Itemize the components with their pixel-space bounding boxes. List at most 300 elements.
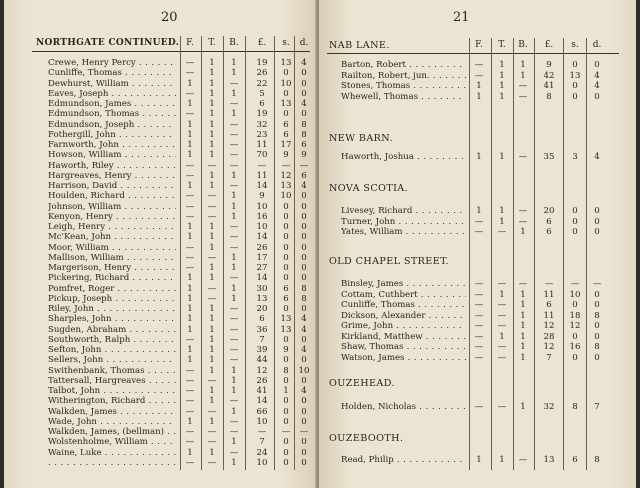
value-f: — bbox=[185, 386, 195, 396]
value-b: 1 bbox=[520, 300, 526, 310]
resident-name: Cunliffe, Thomas . . . bbox=[341, 300, 466, 311]
value-s: 0 bbox=[283, 396, 289, 407]
column-header: T. bbox=[498, 40, 506, 50]
value-s: — bbox=[281, 427, 291, 437]
value-t: — bbox=[207, 283, 217, 294]
value-d: 0 bbox=[301, 447, 307, 458]
value-l: 5 bbox=[259, 88, 265, 99]
value-s: 0 bbox=[283, 68, 289, 79]
value-t: 1 bbox=[209, 119, 215, 130]
value-s: 18 bbox=[569, 310, 581, 321]
value-f: — bbox=[474, 216, 484, 227]
value-l: 7 bbox=[259, 437, 265, 448]
table-row bbox=[341, 455, 619, 466]
value-d: 0 bbox=[594, 300, 600, 310]
value-t: — bbox=[207, 252, 217, 263]
value-s: 0 bbox=[283, 437, 289, 448]
value-s: 0 bbox=[283, 457, 289, 468]
resident-name: Sefton, John . . . bbox=[48, 345, 176, 356]
resident-name: Cottam, Cuthbert . . . bbox=[341, 290, 466, 301]
right-page bbox=[319, 0, 636, 488]
value-d: 8 bbox=[594, 310, 600, 321]
value-l: 11 bbox=[543, 289, 555, 300]
table-row bbox=[341, 321, 619, 332]
value-f: — bbox=[185, 457, 195, 468]
table-row bbox=[341, 311, 619, 322]
value-b: 1 bbox=[520, 342, 526, 352]
value-s: 13 bbox=[280, 99, 292, 109]
resident-name: Eaves, Joseph . . . bbox=[48, 89, 176, 100]
resident-name: Haworth, Joshua . . . bbox=[341, 152, 466, 163]
value-b: 1 bbox=[520, 352, 526, 363]
resident-name: Shaw, Thomas . . . bbox=[341, 342, 466, 353]
resident-name: Edmundson, Joseph . . . bbox=[48, 120, 176, 131]
table-row bbox=[341, 290, 619, 301]
resident-name: Swithenbank, Thomas . . . bbox=[48, 366, 176, 377]
value-t: 1 bbox=[499, 60, 505, 70]
value-f: 1 bbox=[187, 150, 193, 161]
value-d: 0 bbox=[594, 91, 600, 102]
value-f: 1 bbox=[187, 273, 193, 284]
value-d: 0 bbox=[301, 375, 307, 386]
value-t: 1 bbox=[209, 181, 215, 191]
value-t: — bbox=[497, 342, 507, 352]
value-b: — bbox=[518, 455, 528, 465]
resident-name: Witherington, Richard . . . bbox=[48, 396, 176, 407]
header-rule bbox=[327, 53, 619, 54]
table-row bbox=[341, 227, 619, 238]
value-d: 0 bbox=[594, 216, 600, 227]
value-t: 1 bbox=[209, 242, 215, 253]
value-s: 0 bbox=[572, 81, 578, 91]
value-s: 0 bbox=[283, 252, 289, 263]
value-s: 10 bbox=[280, 78, 292, 89]
value-s: 0 bbox=[283, 406, 289, 417]
value-d: 4 bbox=[301, 181, 307, 191]
value-t: 1 bbox=[209, 314, 215, 325]
resident-name: Sugden, Abraham . . . bbox=[48, 325, 176, 336]
value-s: 0 bbox=[283, 263, 289, 273]
value-d: 4 bbox=[301, 345, 307, 355]
value-t: — bbox=[207, 375, 217, 386]
value-s: 0 bbox=[283, 375, 289, 386]
value-t: — bbox=[207, 211, 217, 222]
value-l: 14 bbox=[256, 232, 268, 243]
value-d: 0 bbox=[594, 352, 600, 363]
value-t: 1 bbox=[209, 170, 215, 181]
value-b: 1 bbox=[231, 386, 237, 396]
section-title: NEW BARN. bbox=[329, 133, 393, 144]
value-s: 0 bbox=[572, 91, 578, 102]
value-l: 19 bbox=[256, 58, 268, 68]
resident-name: Cunliffe, Thomas . . . bbox=[48, 68, 176, 79]
value-f: — bbox=[185, 365, 195, 376]
value-d: 0 bbox=[594, 206, 600, 216]
value-l: 9 bbox=[546, 60, 552, 70]
value-s: 0 bbox=[572, 60, 578, 70]
resident-name: Mc'Kean, John . . . bbox=[48, 232, 176, 243]
resident-name: Walkden, James . . . bbox=[48, 407, 176, 418]
value-t: — bbox=[207, 191, 217, 202]
value-l: — bbox=[544, 279, 554, 289]
resident-name: Sellers, John . . . bbox=[48, 355, 176, 366]
value-l: 26 bbox=[256, 242, 268, 253]
value-b: — bbox=[518, 279, 528, 289]
value-d: 9 bbox=[301, 150, 307, 161]
value-b: — bbox=[229, 160, 239, 171]
value-s: 9 bbox=[283, 150, 289, 161]
resident-name: Binsley, James . . . bbox=[341, 279, 466, 290]
value-s: 6 bbox=[283, 293, 289, 304]
value-s: 3 bbox=[572, 152, 578, 162]
value-l: 36 bbox=[256, 324, 268, 335]
value-t: 1 bbox=[209, 355, 215, 366]
value-t: 1 bbox=[209, 396, 215, 407]
value-b: 1 bbox=[231, 109, 237, 120]
table-row bbox=[341, 342, 619, 353]
value-t: 1 bbox=[499, 91, 505, 102]
value-l: 27 bbox=[256, 263, 268, 273]
value-s: 0 bbox=[572, 331, 578, 342]
value-t: 1 bbox=[499, 331, 505, 342]
value-b: — bbox=[229, 222, 239, 232]
resident-name: Watson, James . . . bbox=[341, 353, 466, 364]
value-b: 1 bbox=[231, 293, 237, 304]
value-f: 1 bbox=[187, 99, 193, 109]
value-l: 7 bbox=[259, 334, 265, 345]
resident-name: Pomfret, Roger . . . bbox=[48, 284, 176, 295]
value-t: — bbox=[497, 279, 507, 289]
resident-name: Yates, William . . . bbox=[341, 227, 466, 238]
value-l: 32 bbox=[543, 402, 555, 412]
value-d: 0 bbox=[301, 355, 307, 366]
value-s: 10 bbox=[569, 289, 581, 300]
value-l: — bbox=[257, 160, 267, 171]
value-t: 1 bbox=[209, 78, 215, 89]
value-l: 12 bbox=[256, 365, 268, 376]
value-s: 13 bbox=[280, 58, 292, 68]
value-b: 1 bbox=[520, 331, 526, 342]
table-row bbox=[48, 458, 310, 469]
value-s: 6 bbox=[283, 129, 289, 140]
value-d: 4 bbox=[594, 152, 600, 162]
value-d: 0 bbox=[594, 331, 600, 342]
value-s: 0 bbox=[283, 273, 289, 284]
resident-name: Pickup, Joseph . . . bbox=[48, 294, 176, 305]
value-l: 14 bbox=[256, 396, 268, 407]
resident-name: Johnson, William . . . bbox=[48, 202, 176, 213]
value-s: 16 bbox=[569, 342, 581, 352]
value-f: — bbox=[185, 396, 195, 407]
value-d: 0 bbox=[301, 457, 307, 468]
value-f: — bbox=[185, 334, 195, 345]
value-l: 24 bbox=[256, 447, 268, 458]
value-f: — bbox=[185, 437, 195, 448]
value-f: 1 bbox=[187, 283, 193, 294]
resident-name: Dickson, Alexander . . . bbox=[341, 311, 466, 322]
value-d: 0 bbox=[301, 201, 307, 212]
value-t: 1 bbox=[209, 109, 215, 120]
resident-name: Tattersall, Hargreaves . . . bbox=[48, 376, 176, 387]
value-f: — bbox=[185, 58, 195, 68]
resident-name: Farnworth, John . . . bbox=[48, 140, 176, 151]
value-f: — bbox=[474, 352, 484, 363]
value-d: 4 bbox=[301, 324, 307, 335]
value-s: 0 bbox=[283, 211, 289, 222]
value-s: 17 bbox=[280, 140, 292, 150]
value-l: 20 bbox=[256, 304, 268, 314]
value-s: 0 bbox=[572, 352, 578, 363]
value-d: — bbox=[299, 427, 309, 437]
value-f: — bbox=[185, 201, 195, 212]
value-t: 1 bbox=[209, 150, 215, 161]
value-d: 4 bbox=[301, 58, 307, 68]
value-l: 30 bbox=[256, 283, 268, 294]
value-t: — bbox=[207, 293, 217, 304]
value-b: — bbox=[229, 242, 239, 253]
resident-name: Harrison, David . . . bbox=[48, 181, 176, 192]
value-b: 1 bbox=[231, 58, 237, 68]
resident-name: Wade, John . . . bbox=[48, 417, 176, 428]
value-l: 44 bbox=[256, 355, 268, 366]
resident-name: Waine, Luke . . . bbox=[48, 448, 176, 459]
value-t: 1 bbox=[499, 289, 505, 300]
value-b: — bbox=[229, 78, 239, 89]
resident-name: Read, Philip . . . bbox=[341, 455, 466, 466]
value-d: 4 bbox=[301, 386, 307, 396]
value-f: 1 bbox=[187, 140, 193, 150]
value-b: 1 bbox=[231, 457, 237, 468]
value-t: — bbox=[207, 457, 217, 468]
value-t: 1 bbox=[209, 345, 215, 355]
value-b: — bbox=[229, 129, 239, 140]
value-b: 1 bbox=[231, 263, 237, 273]
table-row bbox=[341, 60, 619, 71]
value-t: 1 bbox=[499, 206, 505, 216]
value-d: 0 bbox=[301, 242, 307, 253]
value-t: — bbox=[207, 406, 217, 417]
value-t: 1 bbox=[209, 416, 215, 427]
resident-name: Railton, Robert, jun. . . . bbox=[341, 71, 466, 82]
value-l: 41 bbox=[256, 386, 268, 396]
value-l: 23 bbox=[256, 129, 268, 140]
resident-name: Holden, Nicholas . . . bbox=[341, 402, 466, 413]
value-l: 41 bbox=[543, 81, 555, 91]
value-f: 1 bbox=[187, 222, 193, 232]
table-row bbox=[341, 71, 619, 82]
value-l: 10 bbox=[256, 222, 268, 232]
value-s: 0 bbox=[283, 242, 289, 253]
value-l: 6 bbox=[546, 216, 552, 227]
value-t: 1 bbox=[209, 324, 215, 335]
value-l: 39 bbox=[256, 345, 268, 355]
value-d: 0 bbox=[594, 60, 600, 70]
value-t: 1 bbox=[499, 152, 505, 162]
table-row bbox=[341, 81, 619, 92]
value-b: — bbox=[229, 314, 239, 325]
value-b: 1 bbox=[520, 60, 526, 70]
value-d: 0 bbox=[301, 334, 307, 345]
value-f: 1 bbox=[187, 129, 193, 140]
value-d: 8 bbox=[301, 283, 307, 294]
value-d: 0 bbox=[301, 263, 307, 273]
value-t: 1 bbox=[209, 447, 215, 458]
value-f: 1 bbox=[187, 447, 193, 458]
value-d: 4 bbox=[301, 99, 307, 109]
value-b: — bbox=[518, 81, 528, 91]
value-d: 8 bbox=[594, 342, 600, 352]
value-s: 12 bbox=[280, 170, 292, 181]
value-l: 28 bbox=[543, 331, 555, 342]
value-t: — bbox=[497, 321, 507, 331]
resident-name: Sharples, John . . . bbox=[48, 314, 176, 325]
value-s: 0 bbox=[572, 206, 578, 216]
value-t: — bbox=[207, 437, 217, 448]
resident-name: Fothergill, John . . . bbox=[48, 130, 176, 141]
column-header: £. bbox=[544, 40, 554, 50]
section-title: OLD CHAPEL STREET. bbox=[329, 256, 449, 267]
value-s: 0 bbox=[283, 201, 289, 212]
value-t: 1 bbox=[209, 386, 215, 396]
resident-name bbox=[48, 458, 176, 469]
value-t: 1 bbox=[209, 140, 215, 150]
value-d: 0 bbox=[301, 191, 307, 202]
value-b: 1 bbox=[231, 201, 237, 212]
value-t: 1 bbox=[209, 68, 215, 79]
value-s: 0 bbox=[283, 416, 289, 427]
value-b: 1 bbox=[231, 437, 237, 448]
resident-name: Houlden, Richard . . . bbox=[48, 191, 176, 202]
resident-name: Mallison, William . . . bbox=[48, 253, 176, 264]
value-s: 0 bbox=[283, 447, 289, 458]
value-l: 10 bbox=[256, 201, 268, 212]
value-t: 1 bbox=[209, 222, 215, 232]
value-l: 19 bbox=[256, 109, 268, 120]
value-l: 14 bbox=[256, 181, 268, 191]
column-header: s. bbox=[282, 38, 290, 48]
value-b: 1 bbox=[231, 365, 237, 376]
header-rule bbox=[32, 51, 310, 52]
value-b: — bbox=[229, 427, 239, 437]
value-l: 9 bbox=[259, 191, 265, 202]
resident-name: Turner, John . . . bbox=[341, 217, 466, 228]
value-f: 1 bbox=[476, 81, 482, 91]
value-s: 6 bbox=[283, 283, 289, 294]
value-s: 13 bbox=[280, 324, 292, 335]
resident-name: Leigh, Henry . . . bbox=[48, 222, 176, 233]
value-l: 8 bbox=[546, 91, 552, 102]
value-f: 1 bbox=[187, 293, 193, 304]
value-s: 9 bbox=[283, 345, 289, 355]
page-number: 21 bbox=[453, 10, 470, 25]
value-f: 1 bbox=[476, 152, 482, 162]
table-row bbox=[341, 332, 619, 343]
value-l: 11 bbox=[256, 140, 268, 150]
value-t: 1 bbox=[209, 58, 215, 68]
value-b: — bbox=[229, 416, 239, 427]
value-s: 0 bbox=[283, 88, 289, 99]
value-f: 1 bbox=[476, 206, 482, 216]
value-t: 1 bbox=[209, 232, 215, 243]
value-d: 0 bbox=[301, 211, 307, 222]
resident-name: Talbot, John . . . bbox=[48, 386, 176, 397]
value-f: — bbox=[185, 191, 195, 202]
value-d: 7 bbox=[594, 402, 600, 412]
value-s: 0 bbox=[283, 334, 289, 345]
value-s: 10 bbox=[280, 191, 292, 202]
value-f: — bbox=[474, 402, 484, 412]
value-s: 12 bbox=[569, 321, 581, 331]
resident-name: Stones, Thomas . . . bbox=[341, 81, 466, 92]
column-header: F. bbox=[475, 40, 483, 50]
value-f: — bbox=[474, 310, 484, 321]
value-f: — bbox=[474, 300, 484, 310]
value-t: — bbox=[207, 427, 217, 437]
value-l: 22 bbox=[256, 78, 268, 89]
value-d: 0 bbox=[301, 109, 307, 120]
value-f: — bbox=[185, 242, 195, 253]
value-b: — bbox=[229, 150, 239, 161]
value-d: 0 bbox=[301, 232, 307, 243]
value-t: — bbox=[497, 310, 507, 321]
value-t: 1 bbox=[209, 273, 215, 284]
value-t: — bbox=[207, 201, 217, 212]
value-f: 1 bbox=[476, 455, 482, 465]
value-f: — bbox=[185, 211, 195, 222]
value-s: 1 bbox=[283, 386, 289, 396]
value-b: 1 bbox=[520, 402, 526, 412]
value-b: — bbox=[229, 304, 239, 314]
resident-name: Edmundson, Thomas . . . bbox=[48, 109, 176, 120]
value-s: 6 bbox=[572, 455, 578, 465]
value-l: 13 bbox=[543, 455, 555, 465]
value-d: 8 bbox=[301, 119, 307, 130]
table-row bbox=[341, 279, 619, 290]
value-f: — bbox=[474, 70, 484, 81]
value-d: — bbox=[592, 279, 602, 289]
value-f: 1 bbox=[476, 91, 482, 102]
value-f: 1 bbox=[187, 355, 193, 366]
resident-name: Barton, Robert . . . bbox=[341, 60, 466, 71]
value-d: 0 bbox=[301, 68, 307, 79]
value-b: — bbox=[518, 216, 528, 227]
value-f: — bbox=[474, 331, 484, 342]
value-b: 1 bbox=[231, 252, 237, 263]
value-s: 0 bbox=[572, 216, 578, 227]
column-header: d. bbox=[592, 40, 602, 50]
value-s: 8 bbox=[283, 365, 289, 376]
resident-name: Livesey, Richard . . . bbox=[341, 206, 466, 217]
resident-name: Margerison, Henry . . . bbox=[48, 263, 176, 274]
value-l: 12 bbox=[543, 342, 555, 352]
value-f: 1 bbox=[187, 232, 193, 243]
left-page bbox=[4, 0, 317, 488]
value-t: 1 bbox=[209, 129, 215, 140]
value-f: 1 bbox=[187, 324, 193, 335]
value-d: 0 bbox=[594, 227, 600, 237]
value-b: — bbox=[229, 324, 239, 335]
column-header: s. bbox=[571, 40, 579, 50]
value-d: 4 bbox=[594, 70, 600, 81]
value-l: 10 bbox=[256, 457, 268, 468]
resident-name: Edmundson, James . . . bbox=[48, 99, 176, 110]
value-t: 1 bbox=[209, 99, 215, 109]
value-l: 35 bbox=[543, 152, 555, 162]
value-d: 6 bbox=[301, 170, 307, 181]
value-s: — bbox=[570, 279, 580, 289]
resident-name: Walkden, James, (bellman) . . . bbox=[48, 427, 176, 438]
value-f: 1 bbox=[187, 78, 193, 89]
